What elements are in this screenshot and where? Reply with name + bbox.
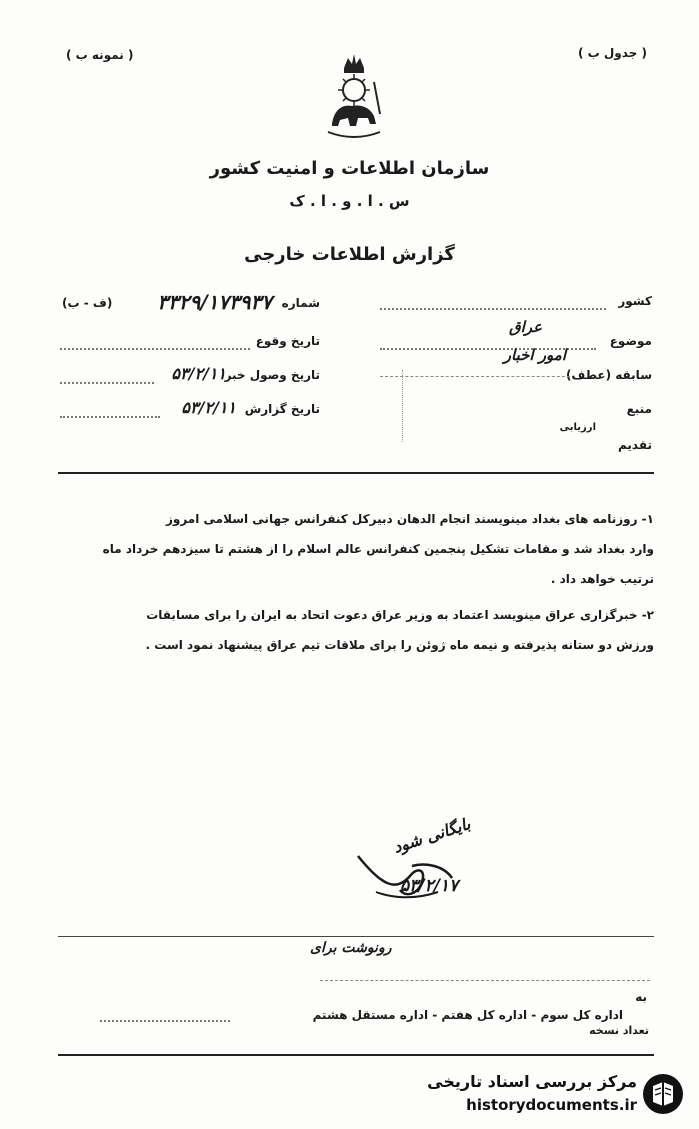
field-label-occurrence-date: تاریخ وقوع — [255, 334, 320, 348]
footer-bottom-line — [58, 1054, 654, 1056]
table-tag: ( جدول ب ) — [577, 46, 647, 60]
watermark-name: مرکز بررسی اسناد تاریخی — [427, 1072, 637, 1091]
form-type-tag: ( نمونه ب ) — [66, 48, 134, 62]
organization-name: سازمان اطلاعات و امنیت کشور — [209, 158, 490, 179]
field-label-country: کشور — [618, 294, 652, 308]
dotted-line — [60, 348, 250, 350]
field-label-number: شماره — [281, 296, 320, 310]
recipients-list: اداره کل سوم - اداره کل هفتم - اداره مستقل هشتم — [312, 1008, 623, 1022]
report-title: گزارش اطلاعات خارجی — [244, 244, 455, 265]
field-value-report-date: ۵۳/۲/۱۱ — [181, 398, 236, 417]
distribution-label: رونوشت برای — [310, 940, 392, 956]
paragraph-2-line-1: ۲- خبرگزاری عراق مینویسد اعتماد به وزیر عراق دعوت اتحاد به ایران را برای مسابقات — [146, 608, 654, 622]
archive-watermark — [379, 1068, 689, 1124]
field-value-number: ۳۳۲۹/۱۷۳۹۳۷ — [157, 290, 272, 314]
field-label-report-date: تاریخ گزارش — [244, 402, 320, 416]
left-fields — [60, 290, 320, 440]
field-value-subject: عراق — [508, 318, 542, 336]
footer-divider — [58, 936, 654, 937]
archive-logo-icon — [641, 1072, 685, 1116]
report-body — [56, 512, 654, 668]
field-label-reference: سابقه (عطف) — [565, 368, 652, 382]
dotted-line — [60, 416, 160, 418]
handwritten-date: ۵۳/۲/۱۷ — [400, 876, 459, 896]
paragraph-2-line-2: ورزش دو ستانه پذیرفته و نیمه ماه ژوئن را برای ملاقات تیم عراق پیشنهاد نمود است . — [145, 638, 654, 652]
paragraph-1-line-1: ۱- روزنامه های بغداد مینویسند انجام الدهان دبیرکل کنفرانس جهانی اسلامی امروز — [165, 512, 654, 526]
paragraph-1-line-3: ترتیب خواهد داد . — [550, 572, 654, 586]
field-label-source: منبع — [626, 402, 652, 416]
redacted-line — [380, 376, 570, 377]
handwritten-note: بایگانی شود — [391, 814, 473, 857]
redacted-line — [320, 980, 650, 981]
field-label-subject: موضوع — [609, 334, 652, 348]
section-divider — [58, 472, 654, 474]
field-suffix-number: (ف - ب) — [62, 296, 113, 310]
dotted-line — [100, 1020, 230, 1022]
paragraph-1-line-2: وارد بغداد شد و مقامات تشکیل پنجمین کنفرانس عالم اسلام را از هشتم تا سیزدهم خرداد ماه — [102, 542, 654, 556]
field-value-reference: امور اخبار — [503, 346, 566, 364]
to-label: به — [635, 990, 647, 1004]
lion-and-sun-emblem — [318, 52, 390, 140]
watermark-url: historydocuments.ir — [466, 1096, 637, 1114]
dotted-line — [380, 308, 606, 310]
organization-abbreviation: س . ا . و . ا . ک — [289, 192, 410, 210]
field-label-submission: تقدیم — [618, 438, 652, 452]
field-label-received-date: تاریخ وصول خبر — [224, 368, 320, 382]
right-fields — [380, 290, 652, 465]
field-label-evaluation: ارزیابی — [559, 422, 596, 433]
redacted-border — [402, 370, 403, 442]
copies-label: تعداد نسخه — [589, 1024, 649, 1037]
dotted-line — [60, 382, 154, 384]
field-value-received-date: ۵۳/۲/۱۱ — [171, 364, 226, 383]
